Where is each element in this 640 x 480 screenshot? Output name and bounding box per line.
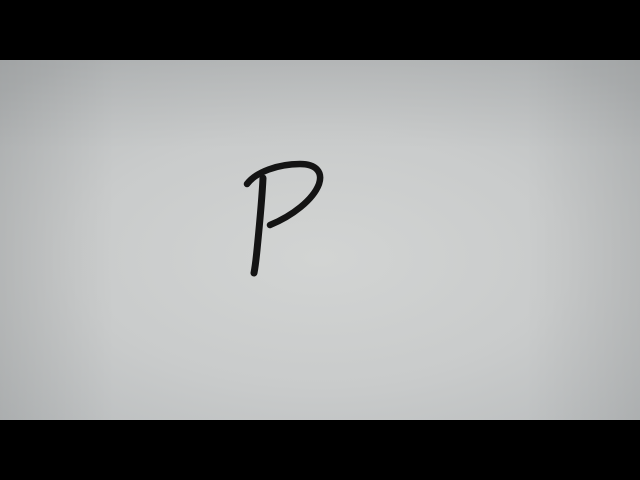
letter-p-stem [254,178,263,273]
letterbox-top-bar [0,0,640,60]
paper-sheet [0,60,640,420]
handwritten-letter-p [0,60,640,420]
letterbox-bottom-bar [0,420,640,480]
